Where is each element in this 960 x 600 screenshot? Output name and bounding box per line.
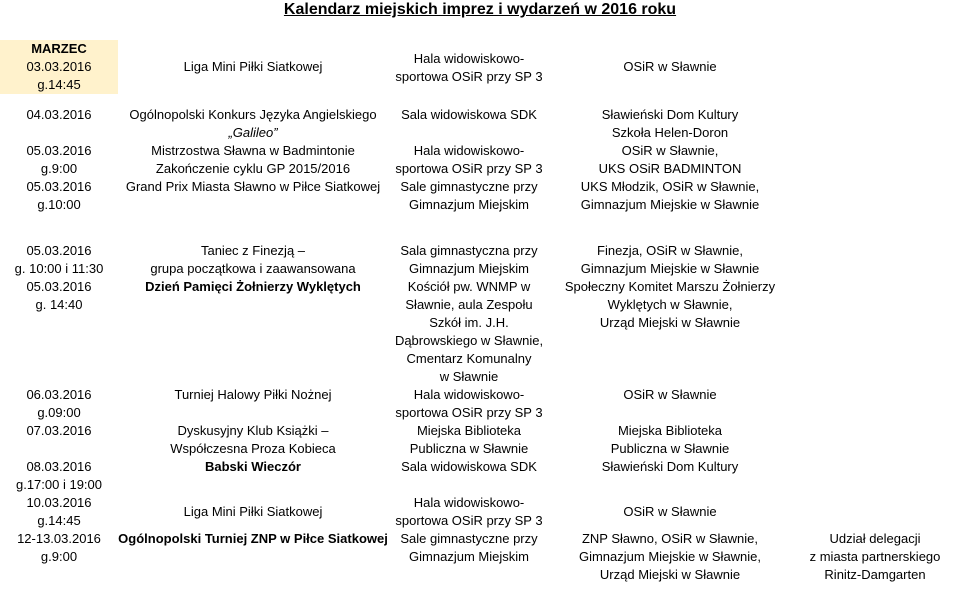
organizer-cell: [550, 386, 790, 422]
place-line: sportowa OSiR przy SP 3: [395, 69, 543, 84]
date-cell: [0, 106, 118, 142]
event-time: g.14:45: [37, 77, 81, 92]
table-row: [0, 458, 960, 494]
organizer-line: ZNP Sławno, OSiR w Sławnie,: [581, 531, 759, 546]
place-line: sportowa OSiR przy SP 3: [395, 405, 543, 420]
event-name: Zakończenie cyklu GP 2015/2016: [155, 161, 351, 176]
event-name: „Galileo”: [228, 125, 278, 140]
table-row: [0, 494, 960, 530]
place-cell: [388, 422, 550, 458]
organizer-cell: [550, 178, 790, 214]
date-cell: [0, 458, 118, 494]
organizer-line: Urząd Miejski w Sławnie: [599, 567, 741, 582]
organizer-line: Gimnazjum Miejskie w Sławnie: [580, 261, 760, 276]
note-cell: [790, 458, 960, 494]
page-title: Kalendarz miejskich imprez i wydarzeń w 2016 roku: [283, 1, 677, 18]
event-date: 03.03.2016: [26, 59, 92, 74]
event-date: 08.03.2016: [26, 459, 92, 474]
place-line: Hala widowiskowo-: [413, 51, 525, 66]
event-name: grupa początkowa i zaawansowana: [150, 261, 356, 276]
place-line: Sala gimnastyczna przy: [400, 243, 538, 258]
event-cell: [118, 494, 388, 530]
event-cell: [118, 40, 388, 94]
event-cell: [118, 278, 388, 386]
place-line: Sławnie, aula Zespołu: [405, 297, 533, 312]
note-cell: [790, 242, 960, 278]
organizer-line: Sławieński Dom Kultury: [601, 459, 739, 474]
event-name: Ogólnopolski Konkurs Języka Angielskiego: [129, 107, 377, 122]
organizer-line: Urząd Miejski w Sławnie: [599, 315, 741, 330]
table-row: [0, 40, 960, 94]
place-line: Dąbrowskiego w Sławnie,: [394, 333, 544, 348]
organizer-cell: [550, 422, 790, 458]
table-row: [0, 178, 960, 214]
organizer-line: OSiR w Sławnie: [623, 387, 717, 402]
place-cell: [388, 178, 550, 214]
event-time: g.9:00: [40, 161, 78, 176]
note-cell: [790, 40, 960, 94]
place-line: Sala widowiskowa SDK: [401, 107, 537, 122]
event-date: 10.03.2016: [26, 495, 92, 510]
place-cell: [388, 106, 550, 142]
event-name: Grand Prix Miasta Sławno w Piłce Siatkowej: [125, 179, 381, 194]
event-date: 05.03.2016: [26, 179, 92, 194]
organizer-cell: [550, 242, 790, 278]
organizer-cell: [550, 106, 790, 142]
event-name: Ogólnopolski Turniej ZNP w Piłce Siatkowej: [118, 531, 388, 546]
event-name: Turniej Halowy Piłki Nożnej: [174, 387, 332, 402]
event-cell: [118, 458, 388, 494]
event-cell: [118, 106, 388, 142]
place-line: w Sławnie: [439, 369, 499, 384]
event-cell: [118, 242, 388, 278]
organizer-line: Miejska Biblioteka: [617, 423, 723, 438]
event-time: g.09:00: [37, 405, 81, 420]
organizer-line: OSiR w Sławnie: [623, 504, 717, 519]
place-line: Sala widowiskowa SDK: [401, 459, 537, 474]
organizer-line: OSiR w Sławnie,: [621, 143, 719, 158]
organizer-line: Finezja, OSiR w Sławnie,: [597, 243, 743, 258]
date-cell: [0, 242, 118, 278]
organizer-cell: [550, 494, 790, 530]
organizer-cell: [550, 142, 790, 178]
place-line: sportowa OSiR przy SP 3: [395, 161, 543, 176]
place-cell: [388, 142, 550, 178]
event-name: Mistrzostwa Sławna w Badmintonie: [151, 143, 355, 158]
table-row: [0, 422, 960, 458]
event-cell: [118, 178, 388, 214]
place-line: Hala widowiskowo-: [413, 495, 525, 510]
place-line: Sale gimnastyczne przy: [400, 531, 538, 546]
march-header-table: [0, 40, 960, 94]
event-date: 05.03.2016: [26, 279, 92, 294]
place-line: Kościół pw. WNMP w: [407, 279, 531, 294]
date-cell: [0, 530, 118, 584]
organizer-line: UKS Młodzik, OSiR w Sławnie,: [580, 179, 760, 194]
place-cell: [388, 530, 550, 584]
event-date: 05.03.2016: [26, 143, 92, 158]
event-name: Liga Mini Piłki Siatkowej: [183, 59, 323, 74]
place-cell: [388, 278, 550, 386]
event-date: 06.03.2016: [26, 387, 92, 402]
table-row: [0, 106, 960, 142]
table-row: [0, 386, 960, 422]
date-cell: [0, 178, 118, 214]
organizer-line: UKS OSiR BADMINTON: [598, 161, 742, 176]
organizer-cell: [550, 40, 790, 94]
note-cell: [790, 178, 960, 214]
place-line: Sale gimnastyczne przy: [400, 179, 538, 194]
table-row: [0, 242, 960, 278]
note-line: Udział delegacji: [829, 531, 921, 546]
place-cell: [388, 386, 550, 422]
event-time: g. 10:00 i 11:30: [14, 261, 104, 276]
note-line: Rinitz-Damgarten: [824, 567, 926, 582]
event-time: g.17:00 i 19:00: [15, 477, 103, 492]
organizer-line: Gimnazjum Miejskie w Sławnie,: [578, 549, 762, 564]
date-cell: [0, 278, 118, 386]
place-cell: [388, 242, 550, 278]
table-row: [0, 278, 960, 386]
organizer-line: OSiR w Sławnie: [623, 59, 717, 74]
note-cell: [790, 422, 960, 458]
place-line: Szkół im. J.H.: [429, 315, 509, 330]
event-name: Babski Wieczór: [205, 459, 301, 474]
date-cell: [0, 386, 118, 422]
organizer-line: Wyklętych w Sławnie,: [607, 297, 733, 312]
place-line: Gimnazjum Miejskim: [409, 197, 529, 212]
event-time: g.10:00: [37, 197, 81, 212]
event-date: 04.03.2016: [26, 107, 92, 122]
organizer-line: Publiczna w Sławnie: [610, 441, 730, 456]
organizer-cell: [550, 278, 790, 386]
place-cell: [388, 458, 550, 494]
note-cell: [790, 386, 960, 422]
event-name: Współczesna Proza Kobieca: [170, 441, 336, 456]
place-line: Cmentarz Komunalny: [406, 351, 532, 366]
event-date: 07.03.2016: [26, 423, 92, 438]
event-time: g.14:45: [37, 513, 81, 528]
place-cell: [388, 494, 550, 530]
event-name: Dyskusyjny Klub Książki –: [177, 423, 329, 438]
date-cell: [0, 40, 118, 94]
event-cell: [118, 386, 388, 422]
events-table-c: [0, 530, 960, 584]
organizer-line: Szkoła Helen-Doron: [611, 125, 729, 140]
place-cell: [388, 40, 550, 94]
event-time: g. 14:40: [35, 297, 83, 312]
event-name: Dzień Pamięci Żołnierzy Wyklętych: [145, 279, 361, 294]
organizer-line: Gimnazjum Miejskie w Sławnie: [580, 197, 760, 212]
table-row: [0, 530, 960, 584]
event-date: 05.03.2016: [26, 243, 92, 258]
date-cell: [0, 142, 118, 178]
event-cell: [118, 530, 388, 584]
place-line: Publiczna w Sławnie: [409, 441, 529, 456]
organizer-line: Sławieński Dom Kultury: [601, 107, 739, 122]
event-time: g.9:00: [40, 549, 78, 564]
organizer-cell: [550, 530, 790, 584]
event-name: Liga Mini Piłki Siatkowej: [183, 504, 323, 519]
note-cell: [790, 494, 960, 530]
table-row: [0, 142, 960, 178]
place-line: Gimnazjum Miejskim: [409, 549, 529, 564]
note-cell: [790, 142, 960, 178]
organizer-line: Społeczny Komitet Marszu Żołnierzy: [564, 279, 776, 294]
note-line: z miasta partnerskiego: [809, 549, 941, 564]
event-name: Taniec z Finezją –: [200, 243, 306, 258]
date-cell: [0, 494, 118, 530]
event-cell: [118, 422, 388, 458]
place-line: sportowa OSiR przy SP 3: [395, 513, 543, 528]
note-cell: [790, 278, 960, 386]
events-table-b: [0, 242, 960, 530]
note-cell: [790, 530, 960, 584]
date-cell: [0, 422, 118, 458]
month-label: MARZEC: [31, 41, 87, 56]
event-date: 12-13.03.2016: [17, 531, 101, 546]
events-table-a: [0, 106, 960, 214]
event-cell: [118, 142, 388, 178]
place-line: Hala widowiskowo-: [413, 143, 525, 158]
place-line: Gimnazjum Miejskim: [409, 261, 529, 276]
organizer-cell: [550, 458, 790, 494]
note-cell: [790, 106, 960, 142]
place-line: Hala widowiskowo-: [413, 387, 525, 402]
place-line: Miejska Biblioteka: [416, 423, 522, 438]
